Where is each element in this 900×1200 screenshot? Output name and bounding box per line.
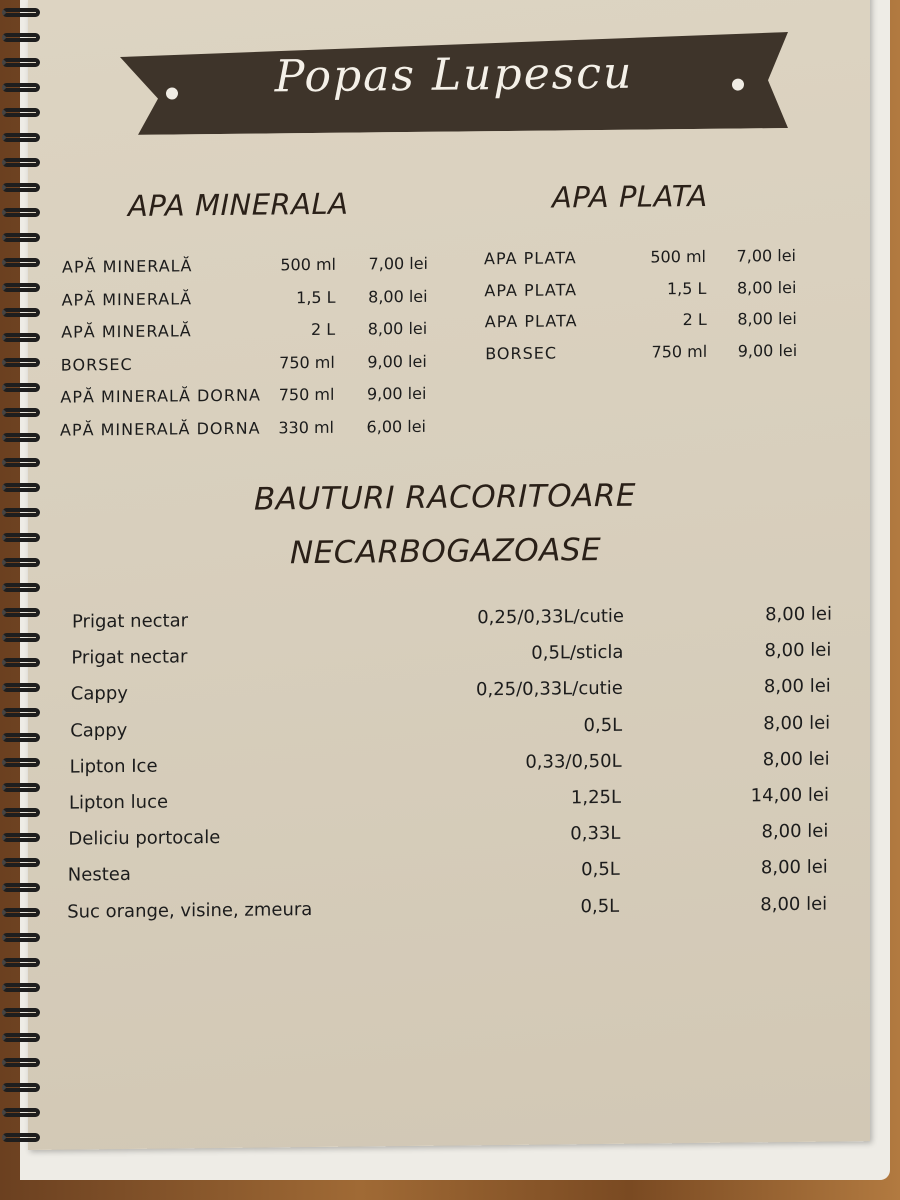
item-price: 7,00 lei (368, 253, 428, 274)
spiral-coil (2, 483, 40, 492)
item-name: APA PLATA (484, 248, 577, 269)
spiral-coil (2, 408, 40, 417)
soft-drink-row (70, 748, 830, 780)
mineral-water-row (61, 351, 427, 379)
spiral-coil (2, 308, 40, 317)
item-price: 8,00 lei (736, 277, 797, 298)
soft-drink-row (68, 821, 828, 853)
item-price: 9,00 lei (367, 351, 427, 371)
spiral-coil (2, 608, 40, 617)
item-name: Cappy (70, 683, 128, 705)
heading-still-water: APA PLATA (552, 178, 708, 215)
spiral-coil (2, 208, 40, 217)
spiral-coil (2, 633, 40, 642)
mineral-water-row (61, 319, 427, 347)
item-size: 750 ml (651, 341, 708, 361)
item-price: 8,00 lei (760, 893, 828, 915)
mineral-water-row (62, 286, 428, 314)
title-banner (120, 32, 788, 135)
soft-drink-row (69, 785, 829, 817)
soft-drink-row (71, 640, 831, 672)
spiral-coil (2, 108, 40, 117)
spiral-coil (2, 708, 40, 717)
item-size: 0,5L (583, 714, 623, 736)
item-name: APA PLATA (484, 311, 578, 332)
spiral-coil (2, 183, 40, 192)
item-price: 9,00 lei (737, 340, 798, 361)
item-name: APĂ MINERALĂ (61, 288, 193, 310)
spiral-coil (2, 583, 40, 592)
heading-mineral-water: APA MINERALA (128, 186, 349, 223)
item-name: APĂ MINERALĂ DORNA (60, 418, 261, 440)
item-name: APĂ MINERALĂ (61, 321, 192, 342)
spiral-coil (2, 908, 40, 917)
spiral-coil (2, 383, 40, 392)
spiral-coil (2, 783, 40, 792)
still-water-row (485, 309, 797, 336)
spiral-coil (2, 958, 40, 967)
item-size: 0,5L (581, 859, 620, 881)
item-price: 8,00 lei (762, 748, 830, 771)
item-size: 500 ml (280, 254, 336, 275)
soft-drink-row (70, 712, 830, 744)
item-name: APĂ MINERALĂ (62, 256, 193, 277)
item-size: 1,5 L (296, 287, 336, 307)
item-name: BORSEC (60, 354, 133, 375)
item-size: 0,25/0,33L/cutie (477, 605, 624, 629)
still-water-row (484, 246, 796, 273)
menu-page (28, 0, 870, 1150)
spiral-coil (2, 733, 40, 742)
item-size: 1,5 L (666, 278, 707, 298)
spiral-coil (2, 433, 40, 442)
item-size: 1,25L (570, 786, 621, 809)
item-price: 8,00 lei (761, 820, 829, 843)
item-size: 0,5L (580, 895, 620, 917)
item-name: APA PLATA (484, 279, 578, 300)
heading-soft-drinks-line2: NECARBOGAZOASE (290, 531, 602, 572)
spiral-coil (2, 758, 40, 767)
spiral-coil (2, 1058, 40, 1067)
item-size: 2 L (682, 309, 707, 330)
spiral-coil (2, 1008, 40, 1017)
item-price: 7,00 lei (736, 245, 796, 266)
item-price: 14,00 lei (750, 784, 829, 807)
spiral-coil (2, 233, 40, 242)
spiral-coil (2, 83, 40, 92)
item-size: 750 ml (279, 352, 335, 372)
soft-drink-row (71, 676, 831, 708)
item-size: 0,33L (570, 822, 621, 845)
spiral-coil (2, 808, 40, 817)
item-price: 8,00 lei (737, 308, 797, 329)
item-size: 2 L (311, 319, 336, 340)
spiral-coil (2, 358, 40, 367)
spiral-coil (2, 333, 40, 342)
still-water-row (484, 277, 796, 304)
soft-drink-row (68, 857, 828, 889)
spiral-coil (2, 658, 40, 667)
spiral-coil (2, 558, 40, 567)
item-price: 8,00 lei (763, 712, 831, 734)
item-size: 0,33/0,50L (525, 750, 622, 773)
spiral-coil (2, 933, 40, 942)
spiral-coil (2, 58, 40, 67)
spiral-coil (2, 1033, 40, 1042)
spiral-coil (2, 883, 40, 892)
item-name: Lipton luce (69, 791, 169, 814)
item-price: 8,00 lei (765, 603, 832, 626)
spiral-coil (2, 258, 40, 267)
item-price: 8,00 lei (368, 286, 428, 306)
spiral-coil (2, 508, 40, 517)
item-name: APĂ MINERALĂ DORNA (60, 385, 261, 407)
item-name: Cappy (70, 719, 128, 742)
item-name: Prigat nectar (71, 646, 188, 669)
soft-drink-row (72, 604, 832, 636)
spiral-coil (2, 533, 40, 542)
item-name: Nestea (67, 864, 131, 886)
item-name: Suc orange, visine, zmeura (67, 898, 313, 923)
spiral-coil (2, 683, 40, 692)
item-size: 0,5L/sticla (531, 641, 624, 664)
heading-soft-drinks-line1: BAUTURI RACORITOARE (254, 477, 636, 518)
item-name: Lipton Ice (69, 755, 158, 778)
item-price: 8,00 lei (760, 857, 828, 879)
item-size: 500 ml (650, 246, 706, 267)
spiral-coil (2, 458, 40, 467)
mineral-water-row (60, 384, 426, 412)
spiral-coil (2, 858, 40, 867)
item-price: 8,00 lei (367, 318, 428, 339)
spiral-coil (2, 1108, 40, 1117)
mineral-water-row (62, 254, 428, 282)
spiral-binding (0, 0, 44, 1160)
still-water-row (485, 340, 797, 367)
item-price: 9,00 lei (366, 383, 427, 404)
spiral-coil (2, 983, 40, 992)
spiral-coil (2, 1083, 40, 1092)
spiral-coil (2, 283, 40, 292)
spiral-coil (2, 8, 40, 17)
spiral-coil (2, 33, 40, 42)
item-name: Prigat nectar (72, 610, 189, 633)
restaurant-name: Popas Lupescu (274, 47, 634, 103)
item-price: 8,00 lei (764, 639, 832, 662)
spiral-coil (2, 833, 40, 842)
spiral-coil (2, 1133, 40, 1142)
soft-drink-row (67, 893, 827, 925)
item-name: BORSEC (485, 342, 558, 363)
spiral-coil (2, 133, 40, 142)
item-price: 6,00 lei (366, 416, 426, 436)
item-price: 8,00 lei (763, 675, 831, 698)
mineral-water-row (60, 416, 426, 444)
spiral-coil (2, 158, 40, 167)
item-size: 330 ml (278, 417, 334, 437)
item-name: Deliciu portocale (68, 827, 221, 850)
item-size: 750 ml (278, 384, 335, 405)
item-size: 0,25/0,33L/cutie (476, 678, 623, 701)
